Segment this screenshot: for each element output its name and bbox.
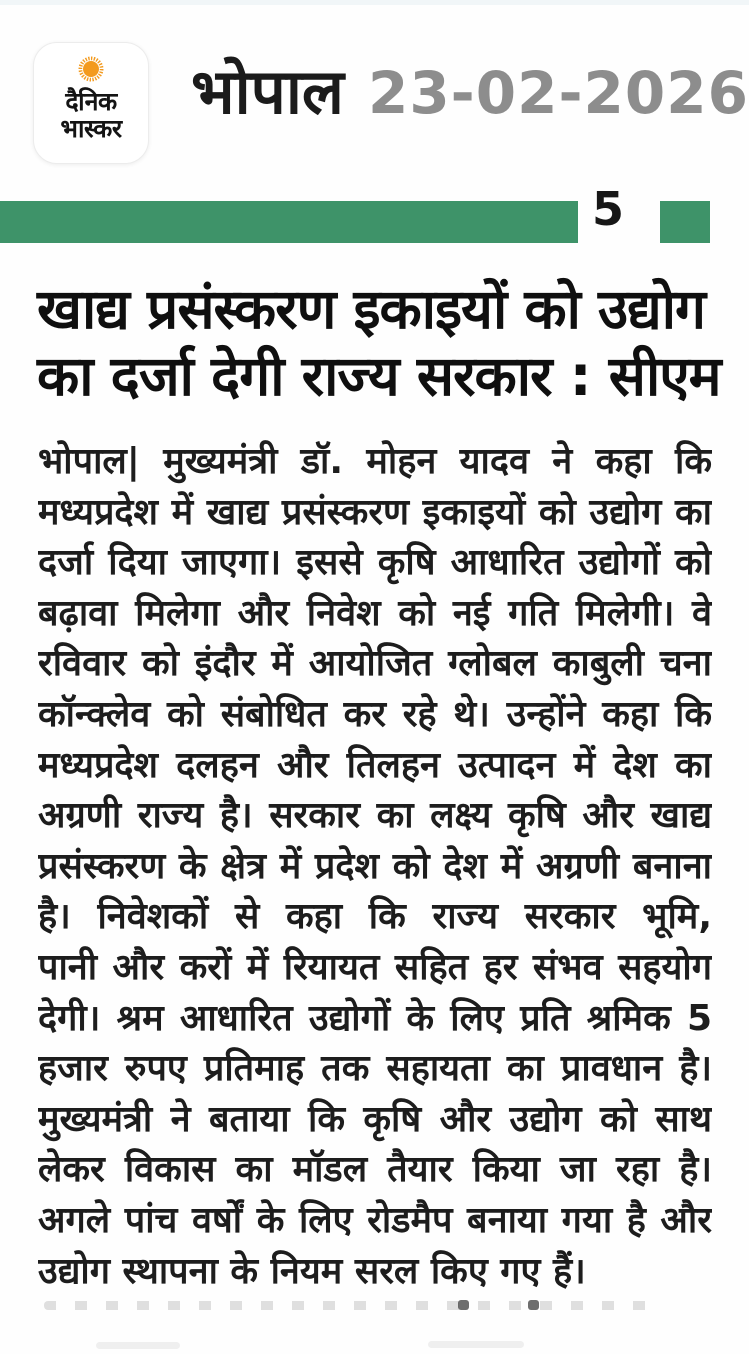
sun-icon bbox=[74, 52, 108, 86]
article-body-line: कॉन्क्लेव को संबोधित कर रहे थे। उन्होंने कहा कि bbox=[38, 693, 712, 735]
headline-line: का दर्जा देगी राज्य सरकार : सीएम bbox=[37, 344, 721, 408]
cutoff-text-remnant bbox=[528, 1300, 539, 1310]
article-body-line: अगले पांच वर्षों के लिए रोडमैप बनाया गया है और bbox=[38, 1199, 712, 1241]
page-strip-bar-segment bbox=[660, 201, 710, 243]
edition-city: भोपाल bbox=[191, 55, 344, 128]
edition-date: 23-02-2026 bbox=[367, 59, 749, 127]
article-body-line: उद्योग स्थापना के नियम सरल किए गए हैं। bbox=[38, 1250, 586, 1292]
cutoff-text-remnant bbox=[458, 1300, 469, 1310]
article-body-line: पानी और करों में रियायत सहित हर संभव सहयोग bbox=[38, 946, 712, 988]
article-body-line: है। निवेशकों से कहा कि राज्य सरकार भूमि, bbox=[38, 896, 712, 938]
article-body-line: भोपाल| मुख्यमंत्री डॉ. मोहन यादव ने कहा कि bbox=[38, 441, 712, 482]
article-body bbox=[38, 437, 712, 1297]
dainik-bhaskar-logo bbox=[33, 42, 149, 164]
article-body-line: मुख्यमंत्री ने बताया कि कृषि और उद्योग को साथ bbox=[38, 1098, 712, 1140]
article-body-line: मध्यप्रदेश में खाद्य प्रसंस्करण इकाइयों को उद्योग का bbox=[38, 491, 712, 533]
page-strip-bar bbox=[0, 201, 578, 243]
edition-header bbox=[191, 56, 749, 128]
headline-line: खाद्य प्रसंस्करण इकाइयों को उद्योग bbox=[37, 277, 705, 341]
cutoff-text-remnant bbox=[44, 1301, 664, 1310]
logo-text-line1: दैनिक bbox=[65, 87, 117, 116]
article-body-line: लेकर विकास का मॉडल तैयार किया जा रहा है। bbox=[38, 1149, 712, 1191]
article-body-line: रविवार को इंदौर में आयोजित ग्लोबल काबुली चना bbox=[38, 643, 712, 685]
top-edge-tint bbox=[0, 0, 749, 5]
page-number: 5 bbox=[592, 182, 625, 236]
article-body-line: मध्यप्रदेश दलहन और तिलहन उत्पादन में देश का bbox=[38, 744, 712, 786]
scan-smudge bbox=[428, 1341, 524, 1348]
article-body-line: हजार रुपए प्रतिमाह तक सहायता का प्रावधान है। bbox=[38, 1048, 712, 1090]
logo-text-line2: भास्कर bbox=[60, 114, 122, 143]
article-body-line: प्रसंस्करण के क्षेत्र में प्रदेश को देश में अग्रणी बनाना bbox=[38, 845, 712, 887]
scan-smudge bbox=[96, 1342, 180, 1349]
article-body-line: देगी। श्रम आधारित उद्योगों के लिए प्रति श्रमिक 5 bbox=[38, 997, 712, 1039]
article-body-line: बढ़ावा मिलेगा और निवेश को नई गति मिलेगी। वे bbox=[38, 592, 712, 634]
article-headline bbox=[37, 276, 719, 410]
article-body-line: अग्रणी राज्य है। सरकार का लक्ष्य कृषि और खाद्य bbox=[38, 795, 712, 837]
article-body-line: दर्जा दिया जाएगा। इससे कृषि आधारित उद्योगों को bbox=[38, 542, 712, 584]
